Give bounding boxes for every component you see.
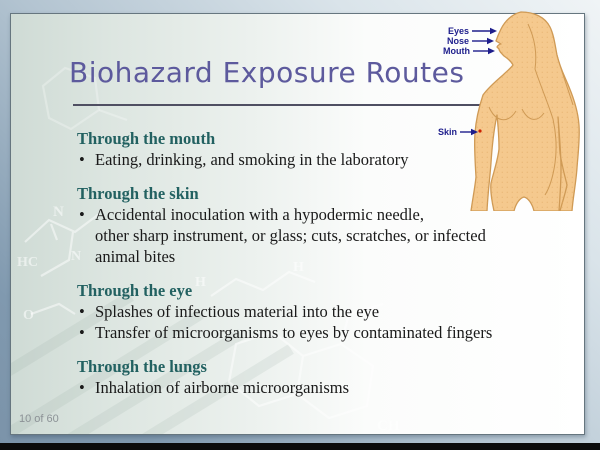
eyes-label: Eyes — [447, 26, 469, 36]
eyes-arrow — [472, 28, 497, 34]
watermark-letter: H — [293, 260, 304, 275]
section-heading: Through the lungs — [77, 357, 207, 376]
section-lungs — [77, 356, 492, 398]
section-heading: Through the mouth — [77, 129, 216, 148]
skin-label: Skin — [437, 127, 457, 137]
nose-label: Nose — [446, 36, 469, 46]
bullet-marker — [79, 149, 85, 170]
bullet-item — [77, 301, 492, 322]
bullet-item — [77, 322, 492, 343]
bullet-line: Splashes of infectious material into the eye — [95, 302, 380, 321]
bullet-marker — [79, 204, 85, 225]
bullet-line: other sharp instrument, or glass; cuts, scratches, or infected — [95, 226, 486, 245]
watermark-letter: N — [71, 249, 82, 264]
bullet-item — [77, 204, 492, 267]
section-heading: Through the eye — [77, 281, 193, 300]
title-underline — [73, 104, 484, 106]
body-figure-illustration — [431, 11, 586, 211]
mouth-label: Mouth — [443, 46, 470, 56]
watermark-letter: CH — [377, 418, 400, 434]
watermark-letter: H — [195, 275, 206, 290]
bullet-item — [77, 149, 492, 170]
bullet-item — [77, 377, 492, 398]
page-title: Biohazard Exposure Routes — [69, 56, 465, 89]
slide-body-text — [77, 128, 492, 411]
mouth-arrow — [473, 48, 495, 54]
nose-arrow — [472, 38, 494, 44]
watermark-letter: HC — [17, 255, 38, 270]
bullet-marker — [79, 322, 85, 343]
section-eye — [77, 280, 492, 343]
bullet-marker — [79, 377, 85, 398]
page-number: 10 of 60 — [19, 413, 59, 425]
bullet-line: Transfer of microorganisms to eyes by contaminated fingers — [95, 323, 493, 342]
watermark-letter: N — [53, 204, 64, 220]
bullet-line: Inhalation of airborne microorganisms — [95, 378, 350, 397]
bullet-line: Accidental inoculation with a hypodermic needle, — [95, 205, 424, 224]
bullet-marker — [79, 301, 85, 322]
section-skin — [77, 183, 492, 267]
bullet-line: Eating, drinking, and smoking in the laboratory — [95, 150, 409, 169]
letterbox-bar — [0, 443, 600, 450]
skin-marker-dot — [478, 129, 481, 132]
section-mouth — [77, 128, 492, 170]
bullet-line: animal bites — [95, 247, 176, 266]
watermark-letter: O — [23, 308, 34, 323]
content-panel — [10, 13, 585, 435]
section-heading: Through the skin — [77, 184, 199, 203]
